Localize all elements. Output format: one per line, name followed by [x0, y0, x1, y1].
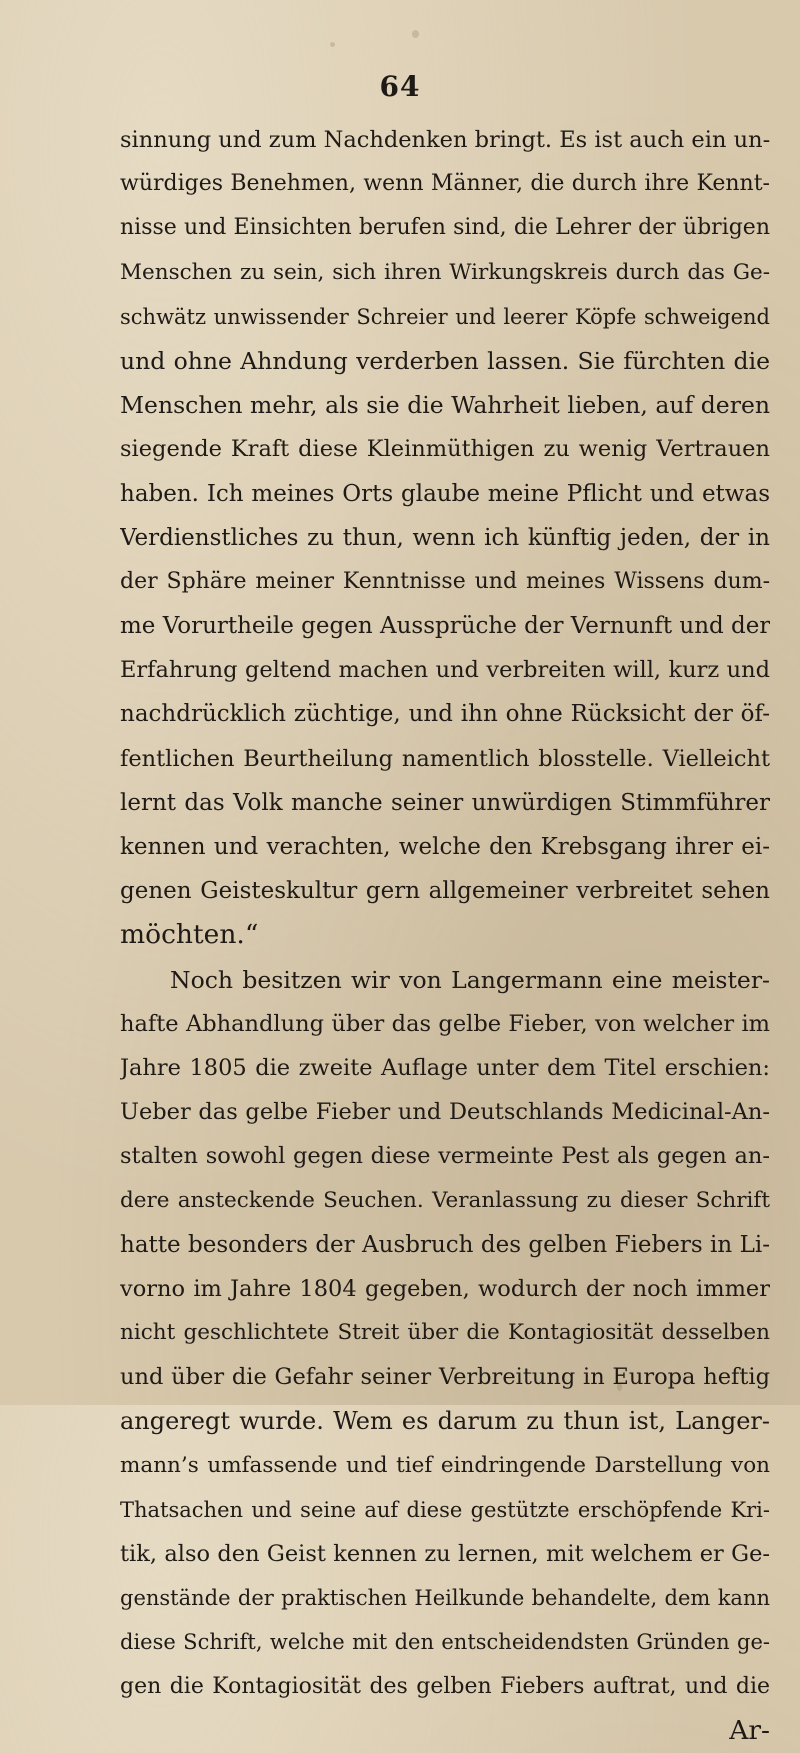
text-line: und über die Gefahr seiner Verbreitung in Europa heftig	[120, 1364, 770, 1391]
text-line: würdiges Benehmen, wenn Männer, die durch ihre Kennt-	[120, 171, 770, 197]
text-line: Menschen mehr, als sie die Wahrheit lieben, auf deren	[120, 391, 770, 420]
text-line: Menschen zu sein, sich ihren Wirkungskreis durch das Ge-	[120, 259, 770, 285]
text-line: Thatsachen und seine auf diese gestützte erschöpfende Kri-	[120, 1497, 770, 1522]
catchword: Ar-	[729, 1714, 770, 1746]
text-line: der Sphäre meiner Kenntnisse und meines Wissens dum-	[120, 568, 770, 594]
text-line: angeregt wurde. Wem es darum zu thun ist, Langer-	[120, 1407, 770, 1436]
text-line: stalten sowohl gegen diese vermeinte Pest als gegen an-	[120, 1143, 770, 1170]
text-line: dere ansteckende Seuchen. Veranlassung zu dieser Schrift	[120, 1187, 770, 1213]
text-line: mann’s umfassende und tief eindringende Darstellung von	[120, 1452, 770, 1478]
text-line: hatte besonders der Ausbruch des gelben Fiebers in Li-	[120, 1231, 770, 1258]
text-line: vorno im Jahre 1804 gegeben, wodurch der noch immer	[120, 1275, 770, 1302]
text-line: haben. Ich meines Orts glaube meine Pflicht und etwas	[120, 480, 770, 507]
page-number: 64	[379, 70, 421, 103]
text-line: und ohne Ahndung verderben lassen. Sie fürchten die	[120, 346, 770, 375]
text-line: genstände der praktischen Heilkunde behandelte, dem kann	[120, 1586, 770, 1611]
text-line: lernt das Volk manche seiner unwürdigen Stimmführer	[120, 789, 770, 816]
text-line: siegende Kraft diese Kleinmüthigen zu wenig Vertrauen	[120, 436, 770, 463]
paper-blemish	[330, 42, 335, 47]
text-line: fentlichen Beurtheilung namentlich blosstelle. Vielleicht	[120, 745, 770, 772]
text-line: schwätz unwissender Schreier und leerer Köpfe schweigend	[120, 304, 770, 329]
text-line: nisse und Einsichten berufen sind, die Lehrer der übrigen	[120, 215, 770, 241]
text-line: nachdrücklich züchtige, und ihn ohne Rücksicht der öf-	[120, 701, 770, 728]
text-line: gen die Kontagiosität des gelben Fiebers auftrat, und die	[120, 1673, 770, 1699]
text-line: nicht geschlichtete Streit über die Kontagiosität desselben	[120, 1320, 770, 1346]
text-line: Erfahrung geltend machen und verbreiten will, kurz und	[120, 657, 770, 684]
text-line: me Vorurtheile gegen Aussprüche der Vernunft und der	[120, 613, 770, 640]
text-line: diese Schrift, welche mit den entscheidendsten Gründen ge-	[120, 1630, 770, 1655]
text-line: genen Geisteskultur gern allgemeiner verbreitet sehen	[120, 878, 770, 905]
text-line: hafte Abhandlung über das gelbe Fieber, von welcher im	[120, 1010, 770, 1037]
paragraph-end-line: möchten.“	[120, 919, 259, 951]
text-line: Verdienstliches zu thun, wenn ich künftig jeden, der in	[120, 524, 770, 551]
text-line: sinnung und zum Nachdenken bringt. Es ist auch ein un-	[120, 127, 770, 153]
text-line: kennen und verachten, welche den Krebsgang ihrer ei-	[120, 834, 770, 860]
text-line: Ueber das gelbe Fieber und Deutschlands Medicinal-An-	[120, 1099, 770, 1126]
text-line: tik, also den Geist kennen zu lernen, mit welchem er Ge-	[120, 1541, 770, 1567]
text-line: Jahre 1805 die zweite Auflage unter dem Titel erschien:	[120, 1054, 770, 1081]
body-text	[120, 118, 770, 1753]
paragraph-start-line: Noch besitzen wir von Langermann eine meister-	[170, 965, 770, 994]
paper-blemish	[412, 30, 419, 38]
